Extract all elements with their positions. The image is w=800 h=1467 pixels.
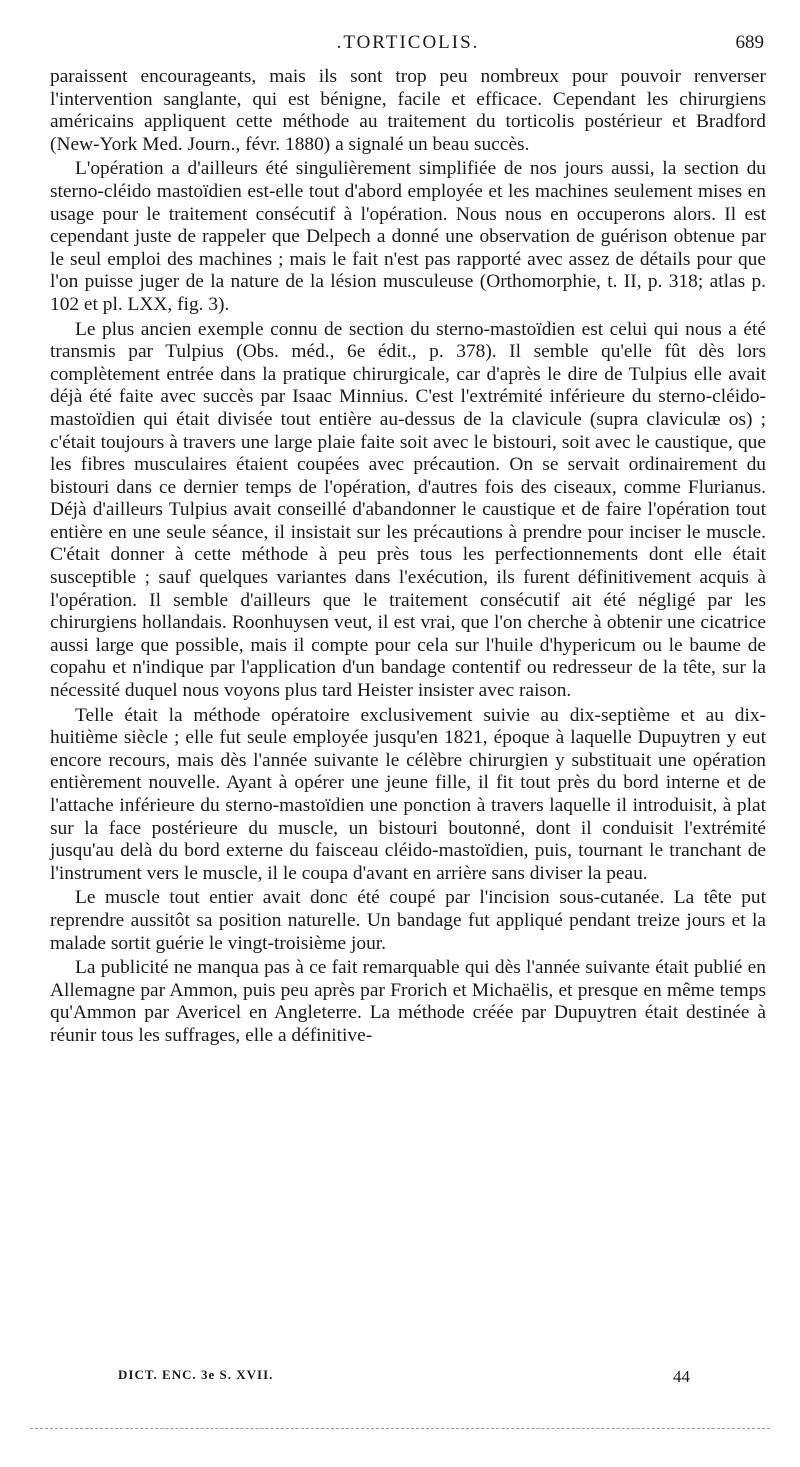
footer-sheet-number: 44 xyxy=(673,1367,690,1386)
running-header xyxy=(50,32,766,66)
bottom-dashed-rule xyxy=(30,1428,770,1429)
paragraph-publicity: La publicité ne manqua pas à ce fait remarquable qui dès l'année suivante était publié en Allemagne par Ammon, puis peu après par Frorich et Michaëlis, et presque en même temps qu'Ammon par Avericel en Angleterre. La méthode créée par Dupuytren était destinée à réunir tous les suffrages, elle a définitive- xyxy=(50,957,766,1046)
page xyxy=(50,32,766,1048)
paragraph-muscle-cut: Le muscle tout entier avait donc été coupé par l'incision sous-cutanée. La tête put reprendre aussitôt sa position naturelle. Un bandage fut appliqué pendant treize jours et la malade sortit guérie le vingt-troisième jour. xyxy=(50,887,766,954)
paragraph-tulpius: Le plus ancien exemple connu de section du sterno-mastoïdien est celui qui nous a été transmis par Tulpius (Obs. méd., 6e édit., p. 378). Il semble qu'elle fût dès lors complètement entrée dans la pratique chirurgicale, car d'après le dire de Tulpius elle avait déjà été faite avec succès par Isaac Minnius. C'est l'extrémité inférieure du sterno-cléido-mastoïdien qui était divisée tout entière au-dessus de la clavicule (supra claviculæ os) ; c'était toujours à travers une large plaie faite soit avec le bistouri, soit avec le caustique, que les fibres musculaires étaient coupées avec précaution. On se servait ordinairement du bistouri dans ce dernier temps de l'opération, d'autres fois des ciseaux, comme Flurianus. Déjà d'ailleurs Tulpius avait conseillé d'abandonner le caustique et de faire l'opération tout entière en une seule séance, il insistait sur les précautions à prendre pour inciser le muscle. C'était donner à cette méthode à peu près tous les perfectionnements dont elle était susceptible ; sauf quelques variantes dans l'exécution, ils furent définitivement acquis à l'opération. Il semble d'ailleurs que le traitement consécutif ait été négligé par les chirurgiens hollandais. Roonhuysen veut, il est vrai, que l'on cherche à obtenir une cicatrice aussi large que possible, mais il compte pour cela sur l'huile d'hypericum ou le baume de copahu et n'indique par l'application d'un bandage contentif ou redresseur de la tête, sur la nécessité duquel nous voyons plus tard Heister insister avec raison. xyxy=(50,318,766,702)
footer-signature: DICT. ENC. 3e S. XVII. xyxy=(118,1367,274,1382)
running-title: .TORTICOLIS. xyxy=(336,32,480,53)
paragraph-operation-simplified: L'opération a d'ailleurs été singulièrement simplifiée de nos jours aussi, la section du sterno-cléido mastoïdien est-elle tout d'abord employée et les machines seulement mises en usage pour le traitement consécutif à l'opération. Nous nous en occuperons alors. Il est cependant juste de rappeler que Delpech a donné une observation de guérison obtenue par le seul emploi des machines ; mais le fait n'est pas rapporté avec assez de détails pour que l'on puisse juger de la nature de la lésion musculeuse (Orthomorphie, t. II, p. 318; atlas p. 102 et pl. LXX, fig. 3). xyxy=(50,158,766,315)
paragraph-continuation: paraissent encourageants, mais ils sont trop peu nombreux pour pouvoir renverser l'intervention sanglante, qui est bénigne, facile et efficace. Cependant les chirurgiens américains appliquent cette méthode au traitement du torticolis postérieur et Bradford (New-York Med. Journ., févr. 1880) a signalé un beau succès. xyxy=(50,66,766,155)
page-number: 689 xyxy=(735,32,764,53)
paragraph-dupuytren-method: Telle était la méthode opératoire exclusivement suivie au dix-septième et au dix-huitième siècle ; elle fut seule employée jusqu'en 1821, époque à laquelle Dupuytren y eut encore recours, mais dès l'année suivante le célèbre chirurgien y substituait une opération entièrement nouvelle. Ayant à opérer une jeune fille, il fit tout près du bord interne et de l'attache inférieure du sterno-mastoïdien une ponction à travers laquelle il introduisit, à plat sur la face postérieure du muscle, un bistouri boutonné, dont il conduisit l'extrémité jusqu'au delà du bord externe du faisceau cléido-mastoïdien, puis, tournant le tranchant de l'instrument vers le muscle, il le coupa d'avant en arrière sans diviser la peau. xyxy=(50,704,766,884)
page-footer xyxy=(118,1367,690,1391)
body-text xyxy=(50,66,766,1048)
